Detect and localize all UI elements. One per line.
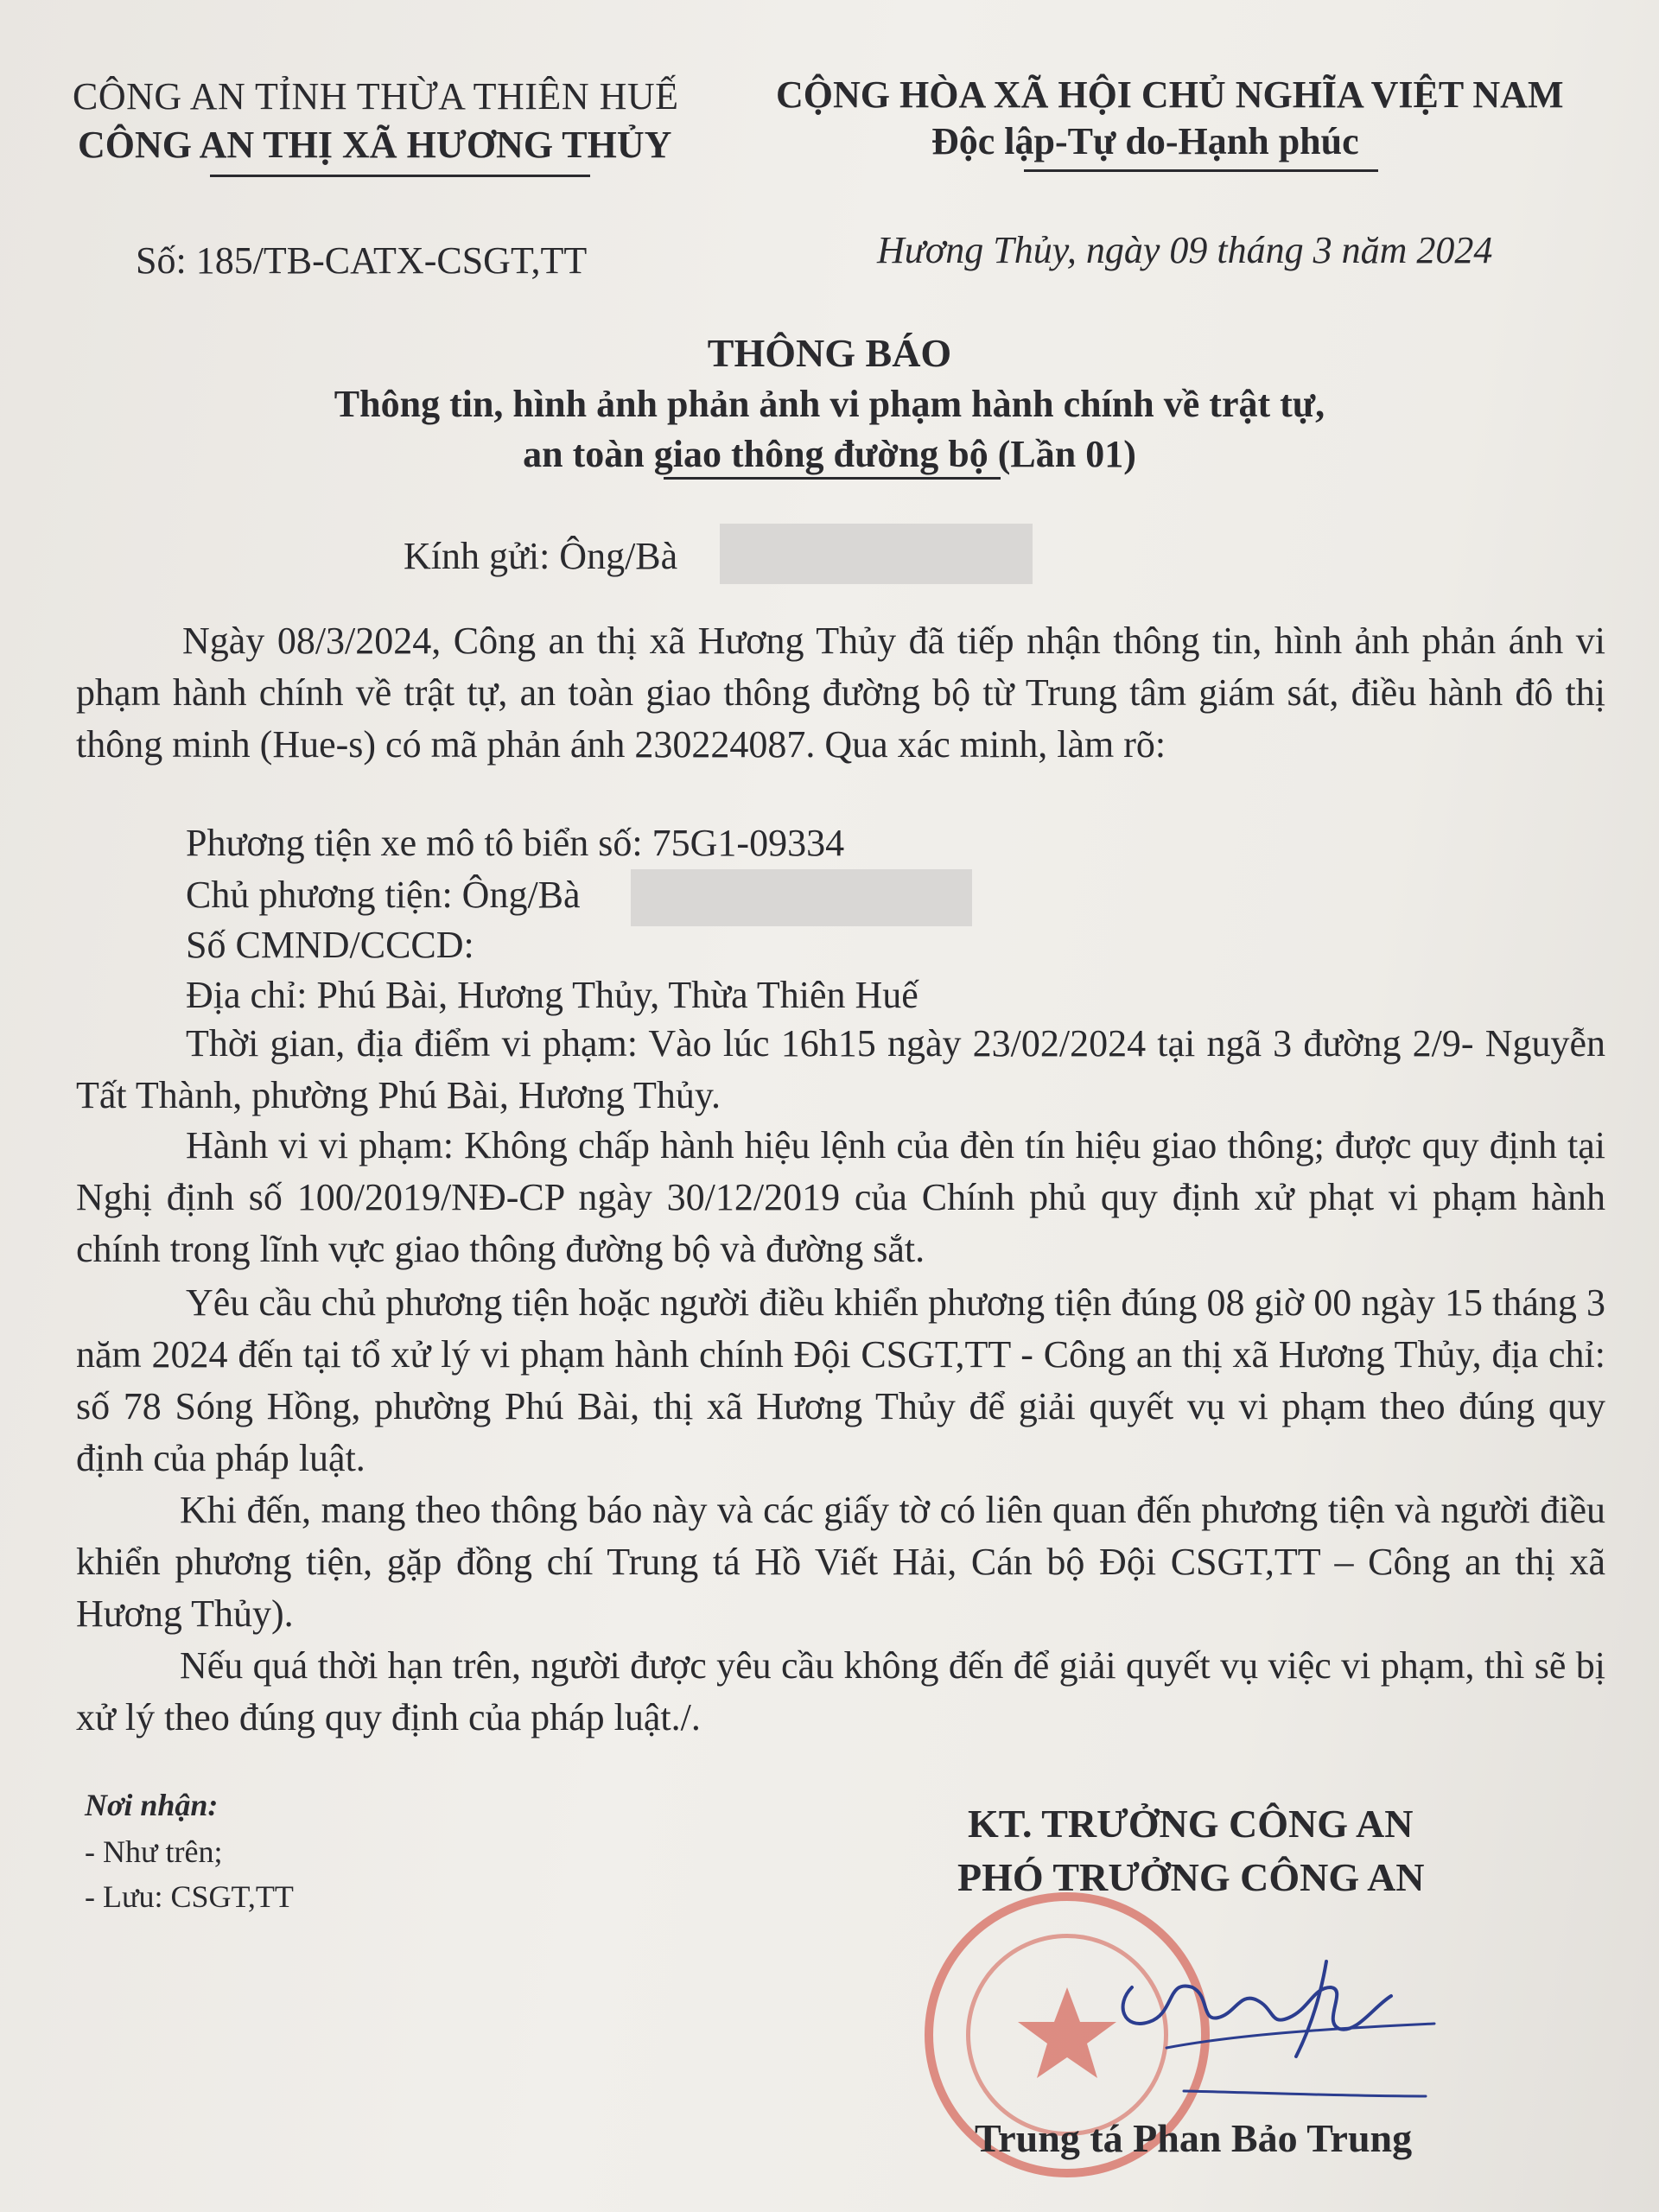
deadline-warning: Nếu quá thời hạn trên, người được yêu cầu không đến để giải quyết vụ việc vi phạm, thì sẽ bị xử lý theo đúng quy định của pháp luật./. [76, 1644, 1605, 1738]
place-date: Hương Thủy, ngày 09 tháng 3 năm 2024 [877, 229, 1493, 271]
motto: Độc lập-Tự do-Hạnh phúc [931, 120, 1359, 162]
recipients-item-1: - Như trên; [85, 1834, 223, 1869]
motto-underline [1024, 169, 1378, 172]
recipients-item-2: - Lưu: CSGT,TT [85, 1879, 294, 1914]
vehicle-owner: Chủ phương tiện: Ông/Bà [186, 874, 581, 916]
recipients-title: Nơi nhận: [85, 1788, 219, 1822]
recipient-redaction [720, 524, 1033, 584]
appearance-request: Yêu cầu chủ phương tiện hoặc người điều khiển phương tiện đúng 08 giờ 00 ngày 15 tháng 3 năm 2024 đến tại tổ xử lý vi phạm hành chính Đội CSGT,TT - Công an thị xã Hương Thủy, địa chỉ: số 78 Sóng Hồng, phường Phú Bài, thị xã Hương Thủy để giải quyết vụ vi phạm theo đúng quy định của pháp luật. [76, 1281, 1605, 1479]
doc-subtitle-line1: Thông tin, hình ảnh phản ảnh vi phạm hành chính về trật tự, [334, 383, 1325, 425]
id-number: Số CMND/CCCD: [186, 924, 474, 966]
signature-title-2: PHÓ TRƯỞNG CÔNG AN [957, 1855, 1425, 1899]
signature-title-1: KT. TRƯỞNG CÔNG AN [968, 1802, 1414, 1846]
intro-paragraph: Ngày 08/3/2024, Công an thị xã Hương Thủy đã tiếp nhận thông tin, hình ảnh phản ánh vi phạm hành chính về trật tự, an toàn giao thông đường bộ từ Trung tâm giám sát, điều hành đô thị thông minh (Hue-s) có mã phản ánh 230224087. Qua xác minh, làm rõ: [76, 620, 1605, 766]
owner-address: Địa chỉ: Phú Bài, Hương Thủy, Thừa Thiên Huế [186, 974, 918, 1016]
org-name: CÔNG AN THỊ XÃ HƯƠNG THỦY [78, 124, 672, 166]
doc-title: THÔNG BÁO [707, 331, 952, 375]
signer-name: Trung tá Phan Bảo Trung [975, 2116, 1413, 2160]
subtitle-underline [664, 477, 1001, 480]
violation-behavior: Hành vi vi phạm: Không chấp hành hiệu lệnh của đèn tín hiệu giao thông; được quy định tại Nghị định số 100/2019/NĐ-CP ngày 30/12/2019 của Chính phủ quy định xử phạt vi phạm hành chính trong lĩnh vực giao thông đường bộ và đường sắt. [76, 1124, 1605, 1270]
country-name: CỘNG HÒA XÃ HỘI CHỦ NGHĨA VIỆT NAM [776, 73, 1564, 116]
recipient-label: Kính gửi: Ông/Bà [404, 535, 678, 577]
vehicle-plate: Phương tiện xe mô tô biển số: 75G1-09334 [186, 822, 845, 864]
doc-subtitle-line2: an toàn giao thông đường bộ (Lần 01) [523, 433, 1136, 475]
violation-time-place: Thời gian, địa điểm vi phạm: Vào lúc 16h15 ngày 23/02/2024 tại ngã 3 đường 2/9- Nguyễn Tất Thành, phường Phú Bài, Hương Thủy. [76, 1022, 1605, 1116]
org-underline [210, 175, 590, 177]
doc-number: Số: 185/TB-CATX-CSGT,TT [136, 239, 588, 282]
org-parent: CÔNG AN TỈNH THỪA THIÊN HUẾ [73, 75, 679, 118]
bring-documents: Khi đến, mang theo thông báo này và các giấy tờ có liên quan đến phương tiện và người điều khiển phương tiện, gặp đồng chí Trung tá Hồ Viết Hải, Cán bộ Đội CSGT,TT – Công an thị xã Hương Thủy). [76, 1489, 1605, 1635]
owner-redaction [631, 869, 972, 926]
handwritten-signature [1063, 1927, 1469, 2126]
